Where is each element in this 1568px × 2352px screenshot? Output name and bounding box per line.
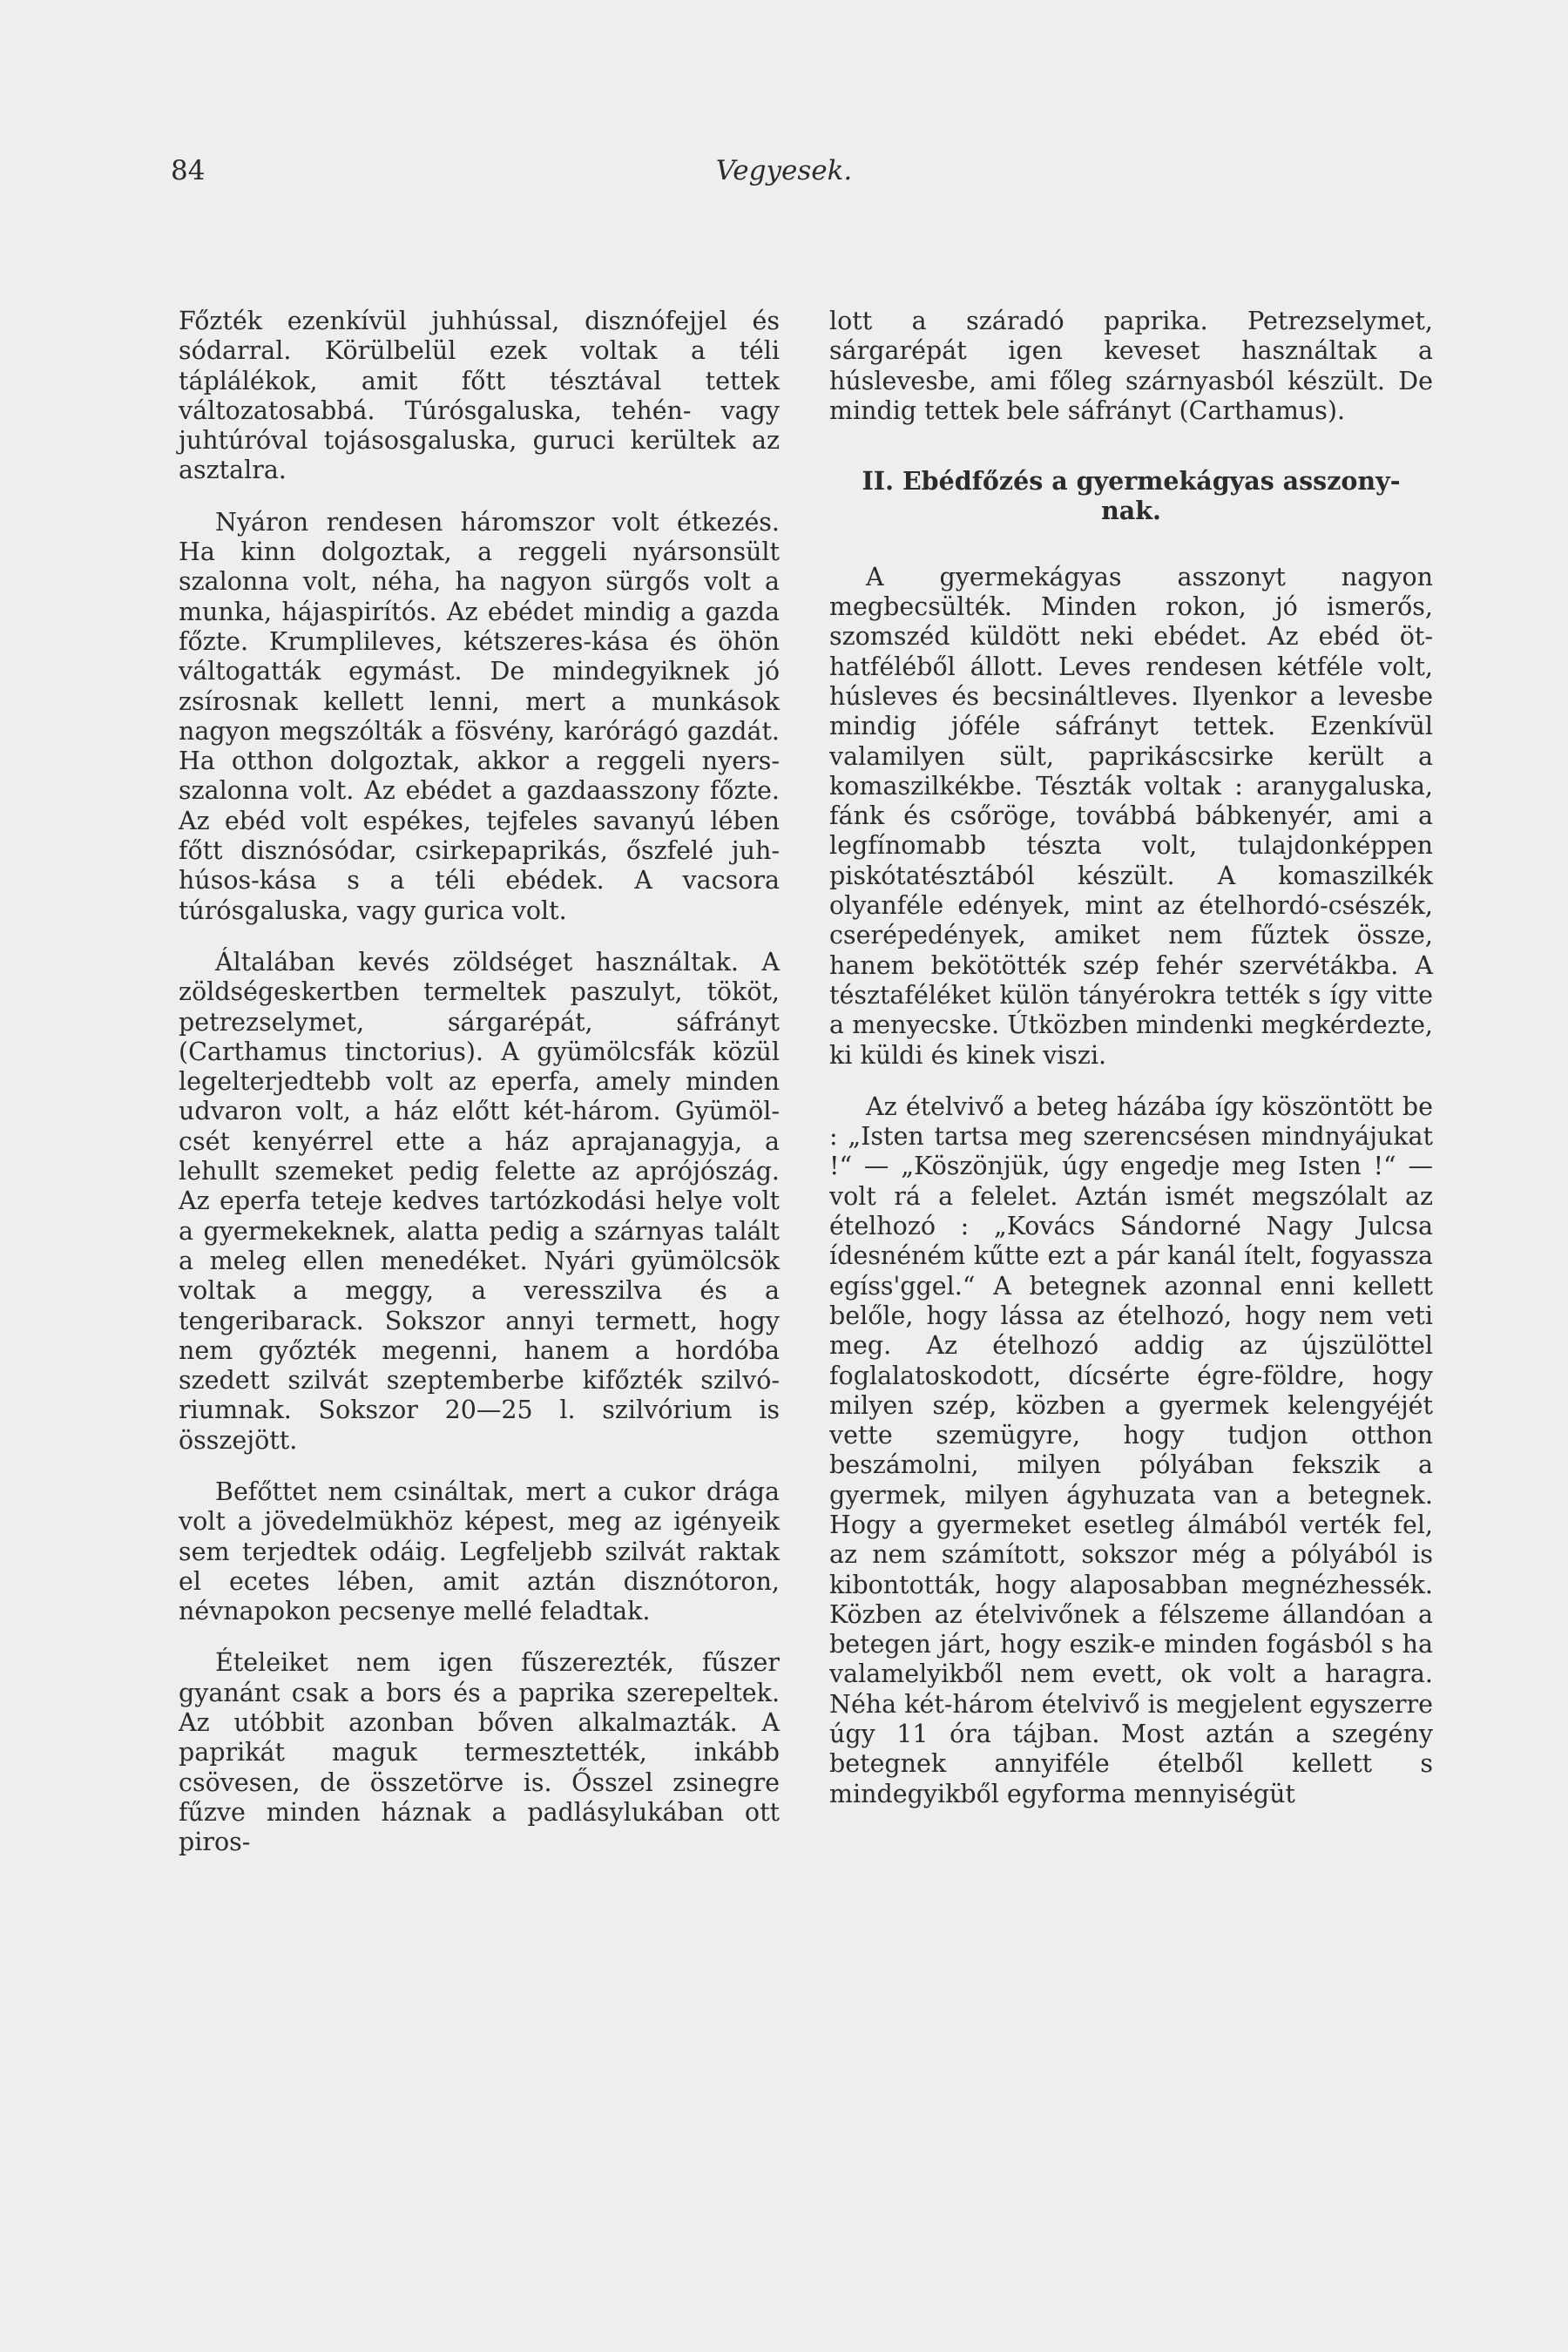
paragraph: Befőttet nem csináltak, mert a cukor drága volt a jövedelmükhöz képest, meg az igényeik sem terjedtek odáig. Legfeljebb szilvát raktak el ecetes lében, amit aztán disznótoron, névnapokon pecsenye mellé feladtak. <box>179 1477 780 1626</box>
paragraph: A gyermekágyas asszonyt nagyon megbecsülték. Minden rokon, jó ismerős, szomszéd küldött neki ebédet. Az ebéd öt-hatféléből állott. Leves rendesen kétféle volt, húsleves és becsináltleves. Ilyenkor a levesbe mindig jóféle sáfrányt tettek. Ezenkívül valamilyen sült, paprikáscsirke került a komaszilkékbe. Tészták voltak : aranygaluska, fánk és csőröge, továbbá bábkenyér, ami a legfínomabb tészta volt, tulajdonképpen piskótatésztából készült. A komaszilkék olyanféle edények, mint az ételhordó-csészék, cserépedények, amiket nem fűztek össze, hanem bekötötték szép fehér szervétákba. A tésztaféléket külön tányérokra tették s így vitte a menyecske. Útközben mindenki megkérdezte, ki küldi és kinek viszi. <box>829 562 1433 1070</box>
page-number: 84 <box>171 155 206 186</box>
paragraph: Általában kevés zöldséget használtak. A zöldségeskertben termeltek paszulyt, tököt, petrezselymet, sárgarépát, sáfrányt (Carthamus tinctorius). A gyümölcsfák közül legelterjedtebb volt az eperfa, amely minden udvaron volt, a ház előtt két-három. Gyümölcsét kenyérrel ette a ház aprajanagyja, a lehullt szemeket pedig felette az aprójószág. Az eperfa teteje kedves tartózkodási helye volt a gyermekeknek, alatta pedig a szárnyas talált a meleg ellen menedéket. Nyári gyümölcsök voltak a meggy, a veresszilva és a tengeribarack. Sokszor annyi termett, hogy nem győzték megenni, hanem a hordóba szedett szilvát szeptemberbe kifőzték szilvóriumnak. Sokszor 20—25 l. szilvórium is összejött. <box>179 947 780 1455</box>
paragraph: Az ételvivő a beteg házába így köszöntött be : „Isten tartsa meg szerencsésen mindnyájukat !“ — „Köszönjük, úgy engedje meg Isten !“ — volt rá a felelet. Aztán ismét megszólalt az ételhozó : „Kovács Sándorné Nagy Julcsa ídesnéném kűtte ezt a pár kanál ítelt, fogyassza egíss'ggel.“ A betegnek azonnal enni kellett belőle, hogy lássa az ételhozó, hogy nem veti meg. Az ételhozó addig az újszülöttel foglalatoskodott, dícsérte égre-földre, hogy milyen szép, közben a gyermek kelengyéjét vette szemügyre, hogy tudjon otthon beszámolni, milyen pólyában fekszik a gyermek, milyen ágyhuzata van a betegnek. Hogy a gyermeket esetleg álmából verték fel, az nem számított, sokszor még a pólyából is kibontották, hogy alaposabban megnézhessék. Közben az ételvivőnek a félszeme állandóan a betegen járt, hogy eszik-e minden fogásból s ha valamelyikből nem evett, ok volt a haragra. Néha két-három ételvivő is megjelent egyszerre úgy 11 óra tájban. Most aztán a szegény betegnek annyiféle ételből kellett s mindegyikből egyforma mennyiségüt <box>829 1092 1433 1808</box>
section-heading: II. Ebédfőzés a gyermekágyas asszonynak. <box>862 466 1401 526</box>
running-head: Vegyesek. <box>715 155 853 186</box>
paragraph: Nyáron rendesen háromszor volt étkezés. Ha kinn dolgoztak, a reggeli nyársonsült szalonna volt, néha, ha nagyon sürgős volt a munka, hájaspirítós. Az ebédet mindig a gazda főzte. Krumplileves, kétszeres-kása és öhön váltogatták egymást. De mindegyiknek jó zsírosnak kellett lenni, mert a munkások nagyon megszólták a fösvény, karórágó gazdát. Ha otthon dolgoztak, akkor a reggeli nyersszalonna volt. Az ebédet a gazdaasszony főzte. Az ebéd volt espékes, tejfeles savanyú lében főtt disznósódar, csirkepaprikás, őszfelé juhhúsos-kása s a téli ebédek. A vacsora túrósgaluska, vagy gurica volt. <box>179 507 780 925</box>
page-header <box>0 155 1568 199</box>
paragraph: Főzték ezenkívül juhhússal, disznófejjel és sódarral. Körülbelül ezek voltak a téli táplálékok, amit főtt tésztával tettek változatosabbá. Túrósgaluska, tehén- vagy juhtúróval tojásosgaluska, guruci kerültek az asztalra. <box>179 307 780 485</box>
left-column <box>179 307 780 1858</box>
right-column <box>829 307 1433 1809</box>
paragraph: Ételeiket nem igen fűszerezték, fűszer gyanánt csak a bors és a paprika szerepeltek. Az utóbbit azonban bőven alkalmazták. A paprikát maguk termesztették, inkább csövesen, de összetörve is. Ősszel zsinegre fűzve minden háznak a padlásylukában ott piros- <box>179 1648 780 1857</box>
paragraph: lott a száradó paprika. Petrezselymet, sárgarépát igen keveset használtak a húslevesbe, ami főleg szárnyasból készült. De mindig tettek bele sáfrányt (Carthamus). <box>829 307 1433 425</box>
